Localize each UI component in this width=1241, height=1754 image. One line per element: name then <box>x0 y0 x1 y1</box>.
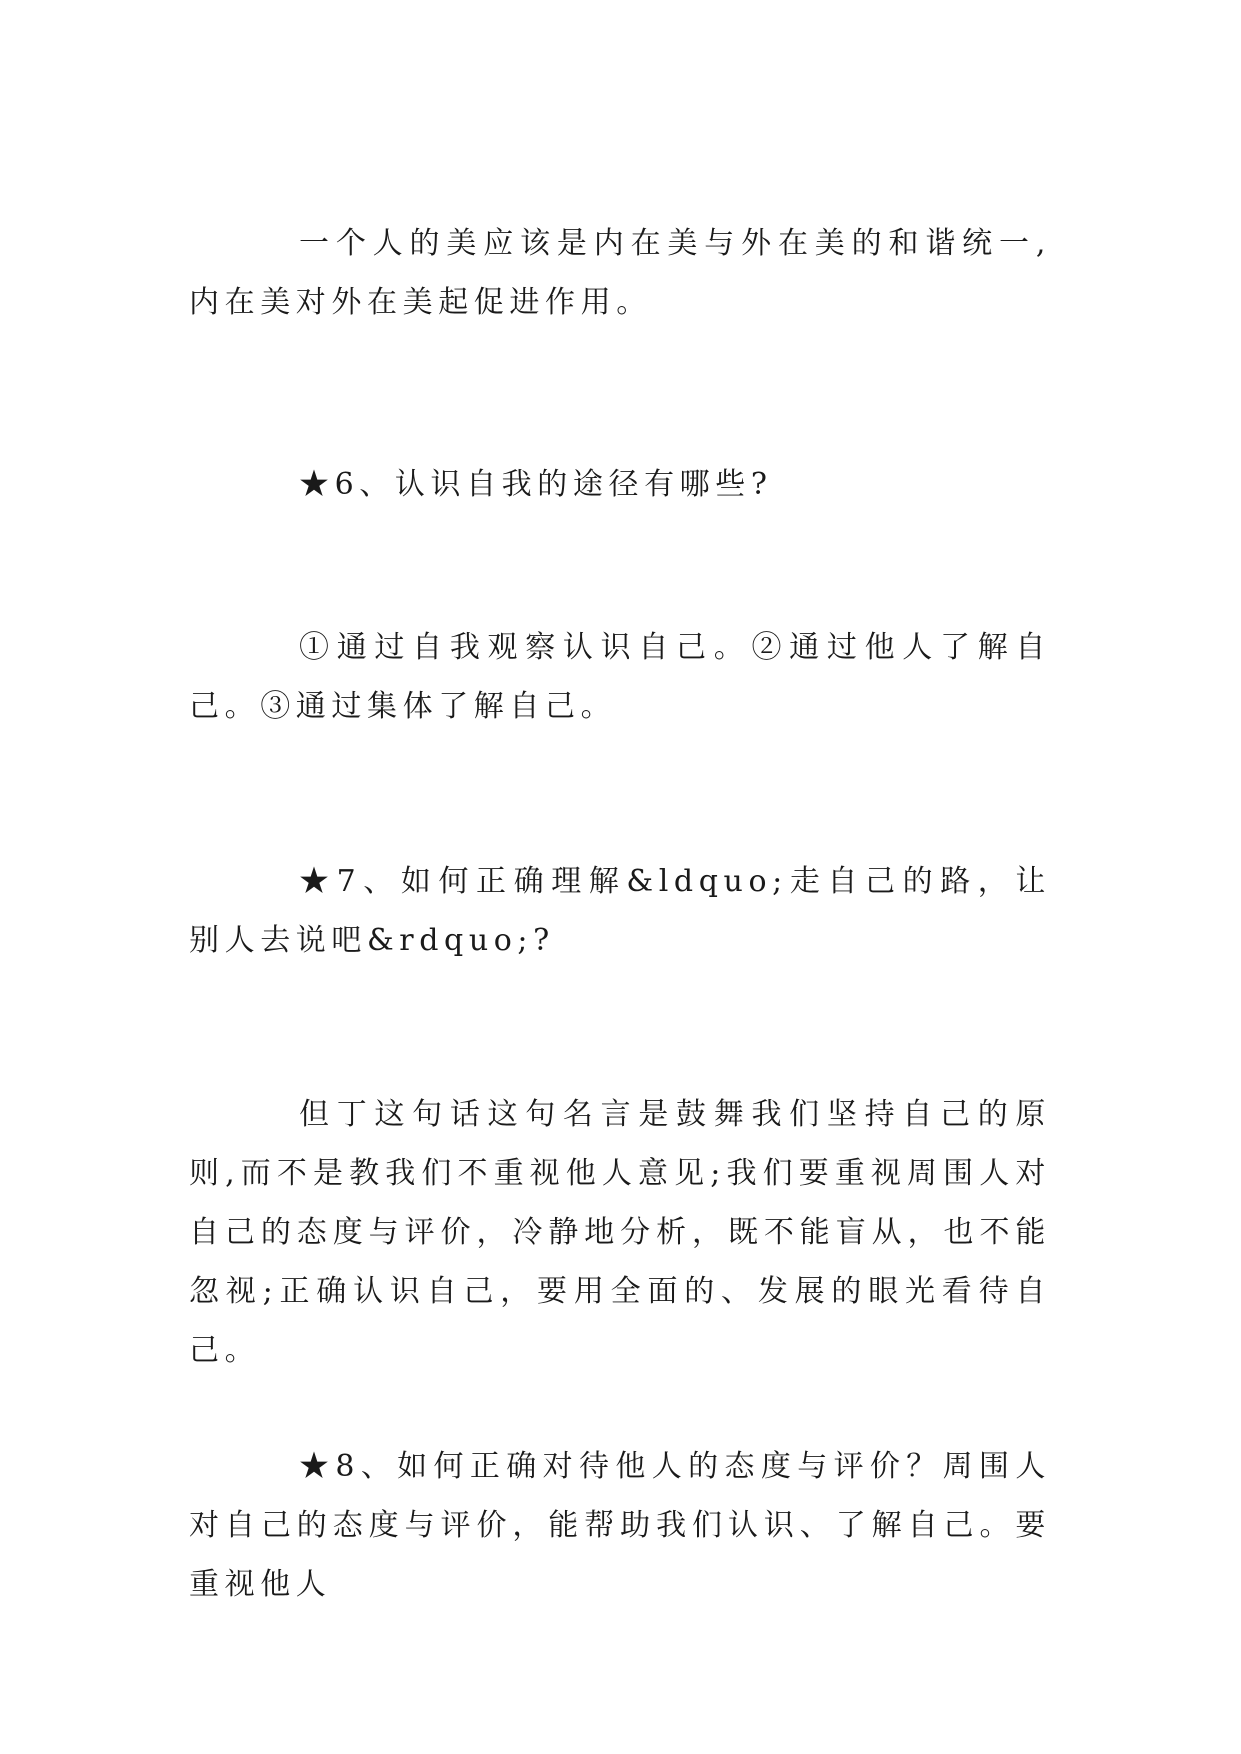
heading-question-7: ★7、如何正确理解&ldquo;走自己的路，让别人去说吧&rdquo;? <box>189 864 1051 958</box>
paragraph-inner-outer-beauty: 一个人的美应该是内在美与外在美的和谐统一,内在美对外在美起促进作用。 <box>189 226 1051 320</box>
paragraph-answer-6: ①通过自我观察认识自己。②通过他人了解自己。③通过集体了解自己。 <box>189 630 1051 724</box>
heading-question-6: ★6、认识自我的途径有哪些? <box>299 467 773 502</box>
heading-question-8: ★8、如何正确对待他人的态度与评价？周围人对自己的态度与评价，能帮助我们认识、了解自己。要重视他人 <box>189 1449 1051 1602</box>
paragraph-answer-7: 但丁这句话这句名言是鼓舞我们坚持自己的原则,而不是教我们不重视他人意见;我们要重视周围人对自己的态度与评价，冷静地分析，既不能盲从，也不能忽视;正确认识自己，要用全面的、发展的眼光看待自己。 <box>189 1097 1051 1368</box>
